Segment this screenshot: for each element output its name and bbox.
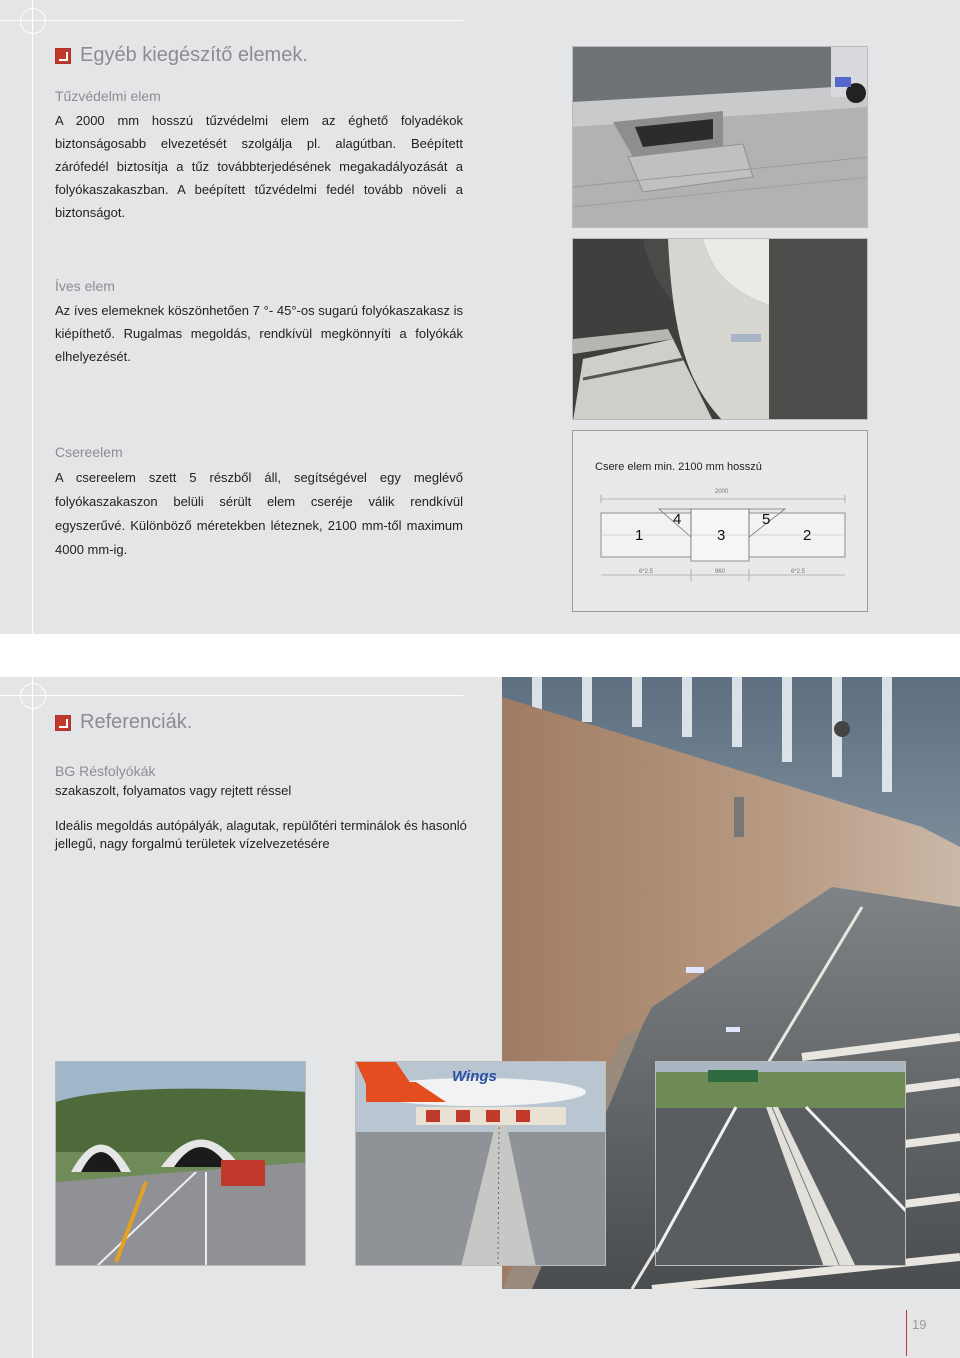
diagram-part-label: 5 xyxy=(762,511,771,528)
diagram-title: Csere elem min. 2100 mm hosszú xyxy=(595,461,762,473)
plane-livery-text: Wings xyxy=(452,1068,497,1085)
references-section xyxy=(0,677,960,1358)
fire-element-photo xyxy=(572,46,868,228)
guide-line xyxy=(32,0,33,634)
other-elements-section xyxy=(0,0,960,634)
fire-element-text: A 2000 mm hosszú tűzvédelmi elem az éghető folyadékok biztonságosabb elvezetését szolgálja pl. alagútban. Beépített zárófedél biztosítja a tűz továbbterjedésének megakadályozását a folyókaszakaszban. A beépített tűzvédelmi fedél tovább növeli a biztonságot. xyxy=(55,113,463,220)
curved-element-photo xyxy=(572,238,868,420)
motorway-photo xyxy=(655,1061,906,1266)
diagram-part-label: 3 xyxy=(717,527,726,544)
diagram-part-label: 4 xyxy=(673,511,682,528)
diagram-part-label: 2 xyxy=(803,527,812,544)
diagram-dim-top: 2000 xyxy=(715,489,729,495)
references-text: Ideális megoldás autópályák, alagutak, repülőtéri terminálok és hasonló jellegű, nagy forgalmú területek vízelvezetésére xyxy=(55,818,467,851)
fire-element-heading: Tűzvédelmi elem xyxy=(55,88,161,104)
registration-mark xyxy=(20,683,46,709)
product-name: BG Résfolyókák xyxy=(55,763,156,779)
page-number: 19 xyxy=(912,1317,927,1332)
diagram-dim-label: 6*2.5 xyxy=(791,569,806,575)
replacement-element-diagram xyxy=(572,430,868,612)
replacement-element-heading: Csereelem xyxy=(55,444,123,460)
product-subtitle: szakaszolt, folyamatos vagy rejtett réssel xyxy=(55,783,292,798)
section-title xyxy=(55,711,192,734)
section-title-text: Referenciák. xyxy=(80,711,193,733)
section-title xyxy=(55,44,308,67)
curved-element-text: Az íves elemeknek köszönhetően 7 °- 45°-os sugarú folyókaszakasz is kiépíthető. Rugalmas megoldás, rendkívül megkönnyíti a folyókák elhelyezését. xyxy=(55,303,463,364)
tunnel-portal-photo xyxy=(55,1061,306,1266)
registration-mark xyxy=(20,8,46,34)
replacement-element-text: A csereelem szett 5 részből áll, segítségével egy meglévő folyókaszakaszon belüli sérült elem cseréje válik rendkívül egyszerűvé. Különböző méretekben léteznek, 2100 mm-től maximum 4000 mm-ig. xyxy=(55,470,463,557)
diagram-dim-label: 6*2.5 xyxy=(639,569,654,575)
guide-line xyxy=(32,677,33,1358)
guide-line xyxy=(0,20,463,21)
guide-line xyxy=(0,695,463,696)
diagram-dim-label: 960 xyxy=(715,569,726,575)
page-number-rule xyxy=(906,1310,907,1356)
section-title-text: Egyéb kiegészítő elemek. xyxy=(80,44,308,66)
arrow-bullet-icon xyxy=(55,48,71,64)
curved-element-heading: Íves elem xyxy=(55,278,115,294)
airport-photo xyxy=(355,1061,606,1266)
arrow-bullet-icon xyxy=(55,715,71,731)
diagram-part-label: 1 xyxy=(635,527,644,544)
